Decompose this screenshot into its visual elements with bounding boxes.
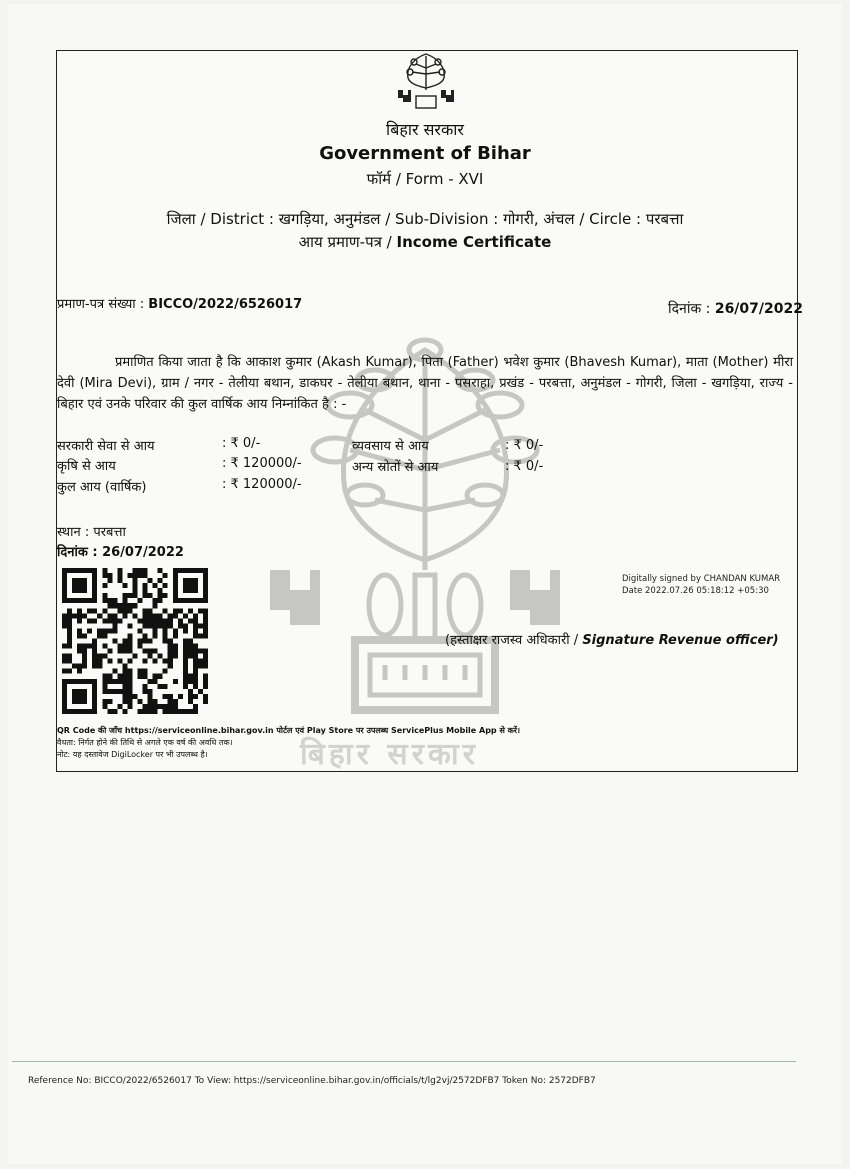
agriculture-label: कृषि से आय [57, 459, 116, 474]
digital-signature [622, 573, 780, 597]
circle-label: अंचल / Circle : [543, 210, 642, 228]
govt-hindi-title: बिहार सरकार [386, 120, 464, 139]
qr-verification-note: QR Code की जाँच https://serviceonline.bihar.gov.in पोर्टल एवं Play Store पर उपलब्ध ServicePlus Mobile App से करें। [57, 726, 521, 735]
certificate-number-value: BICCO/2022/6526017 [148, 297, 303, 312]
business-label: व्यवसाय से आय [352, 439, 429, 454]
certificate-date [668, 299, 803, 318]
certificate-date-label: दिनांक : [668, 301, 711, 317]
other-sources-value: : ₹ 0/- [505, 459, 544, 474]
bihar-govt-emblem-icon [394, 50, 458, 112]
certificate-body-text: प्रमाणित किया जाता है कि आकाश कुमार (Akash Kumar), पिता (Father) भवेश कुमार (Bhavesh Kumar), माता (Mother) मीरा देवी (Mira Devi), ग्राम / नगर - तेलीया बथान, डाकघर - तेलीया बथान, थाना - पसराहा, प्रखंड - परबत्ता, अनुमंडल - गोगरी, जिला - खगड़िया, राज्य - बिहार एवं उनके परिवार की कुल वार्षिक आय निम्नांकित है : - [57, 355, 793, 412]
other-sources-label: अन्य स्रोतों से आय [352, 460, 439, 475]
verification-qr-code [62, 566, 208, 716]
total-income-value: : ₹ 120000/- [222, 477, 302, 492]
issue-date-line: दिनांक : 26/07/2022 [57, 545, 184, 560]
subdivision-label: अनुमंडल / Sub-Division : [333, 210, 499, 228]
govt-service-value: : ₹ 0/- [222, 436, 261, 451]
validity-note: वैधता: निर्गत होने की तिथि से अगले एक वर्ष की अवधि तक। [57, 738, 233, 747]
signature-caption [445, 630, 779, 648]
form-number: फॉर्म / Form - XVI [366, 170, 484, 188]
district-value: खगड़िया, [278, 210, 329, 228]
digilocker-note: नोट: यह दस्तावेज DigiLocker पर भी उपलब्ध है। [57, 750, 208, 759]
certificate-number [57, 294, 302, 312]
certificate-date-value: 26/07/2022 [714, 301, 803, 317]
subdivision-value: गोगरी, [503, 210, 539, 228]
signature-caption-hindi: (हस्ताक्षर राजस्व अधिकारी / [445, 633, 579, 648]
footer-divider [12, 1061, 796, 1062]
certificate-title-hindi: आय प्रमाण-पत्र / [298, 233, 392, 251]
govt-english-title: Government of Bihar [319, 143, 531, 164]
signature-caption-english: Signature Revenue officer) [582, 633, 779, 648]
total-income-label: कुल आय (वार्षिक) [57, 480, 147, 495]
footnotes [57, 725, 520, 761]
circle-value: परबत्ता [645, 210, 684, 228]
place-line: स्थान : परबत्ता [57, 525, 126, 540]
district-label: जिला / District : [166, 210, 274, 228]
digital-signature-signer: Digitally signed by CHANDAN KUMAR [622, 574, 781, 584]
certificate-number-label: प्रमाण-पत्र संख्या : [57, 297, 145, 312]
govt-service-label: सरकारी सेवा से आय [57, 439, 155, 454]
certificate-title-english: Income Certificate [396, 233, 552, 251]
business-value: : ₹ 0/- [505, 438, 544, 453]
digital-signature-date: Date 2022.07.26 05:18:12 +05:30 [622, 586, 769, 596]
agriculture-value: : ₹ 120000/- [222, 456, 302, 471]
reference-line: Reference No: BICCO/2022/6526017 To View: https://serviceonline.bihar.gov.in/officials/t/lg2vj/2572DFB7 Token No: 2572DFB7 [28, 1076, 596, 1086]
district-line [0, 209, 850, 229]
certificate-title [0, 232, 850, 252]
watermark-text: बिहार सरकार [300, 737, 479, 772]
